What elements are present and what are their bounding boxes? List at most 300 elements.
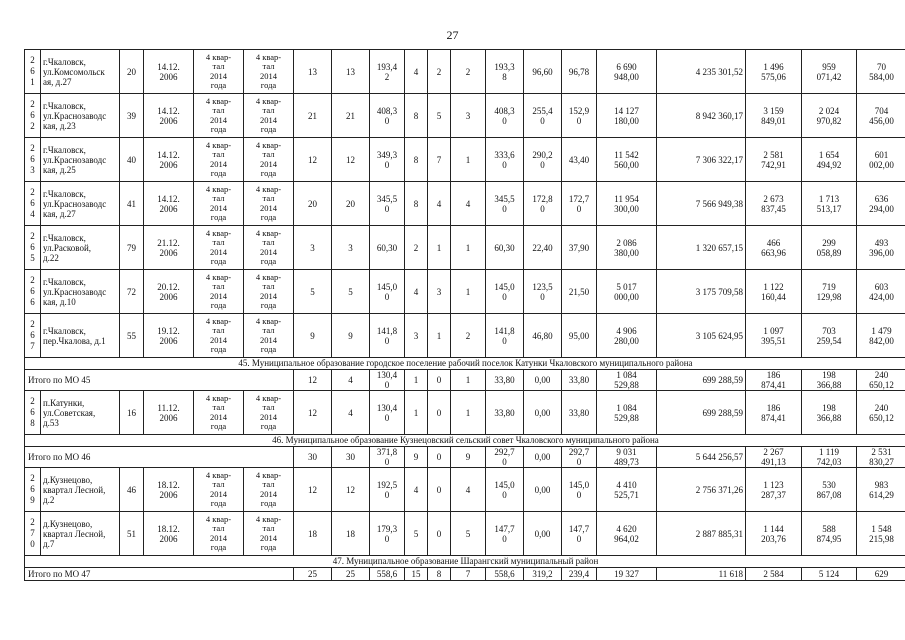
cell-line: 240 [874,402,889,413]
cell-line: 2014 [210,158,227,169]
cell-line: 5 644 256,57 [695,452,743,462]
cell-line: 2014 [260,114,277,125]
cell-line: 9 [30,495,35,505]
cell-line: 513,17 [816,203,842,214]
cell-line: года [260,343,277,354]
cell-line: кая, д.27 [43,208,76,219]
cell-line: 3 [348,242,353,253]
cell-line: ул.Краснозаводс [43,110,107,121]
cell-line: 000,00 [614,291,639,302]
cell-line: 0 [502,533,507,544]
value-c16 [657,50,746,94]
cell-line: 395,51 [761,335,786,346]
total-label [25,447,294,468]
cell-line: 6 [30,407,35,417]
cell-line: 41 [127,198,136,209]
cell-line: 2 [465,330,471,341]
cell-line: года [210,541,227,552]
cell-line: д.Кузнецово, [43,474,93,485]
cell-line: 2006 [159,291,178,302]
cell-line: 11 954 [614,193,639,204]
cell-line: 147,7 [568,523,590,534]
value-c13 [524,512,562,556]
cell-line: 6 [30,286,35,296]
cell-line: 6 [30,154,35,164]
value-c17 [746,94,802,138]
value-c7 [332,391,370,435]
value-c16 [657,138,746,182]
cell-line: 15 [411,569,421,579]
value-c14 [562,138,597,182]
value-c10 [428,50,451,94]
cell-line: кая, д.25 [43,164,76,175]
cell-line: 0 [540,203,545,214]
cell-line: 60,30 [376,242,398,253]
cell-line: 2 673 [763,193,784,204]
cell-line: Итого по МО 45 [28,375,91,385]
value-c6 [294,512,332,556]
cell-line: 1 [465,407,471,418]
value-c15 [597,447,657,468]
cell-line: 7 [30,528,35,538]
cell-line: 46,80 [532,330,553,341]
cell-line: д.22 [43,252,59,263]
value-c18 [802,568,857,581]
cell-line: 0 [502,457,507,467]
cell-line: 7 [436,154,442,165]
cell-line: 0 [540,291,545,302]
cell-line: 2 [30,55,35,65]
value-c15 [597,226,657,270]
cell-line: 96,78 [568,66,590,77]
section-title [25,435,905,447]
cell-line: 650,12 [869,412,894,423]
cell-line: года [210,497,227,508]
cell-line: 058,89 [816,247,842,258]
cell-line: 14.12. [157,149,180,160]
cell-line: 292,7 [494,447,515,457]
cell-line: 21 [346,110,355,121]
cell-line: 8 [413,198,419,209]
cell-line: 4 620 [616,523,637,534]
cell-line: тал [262,523,275,534]
cell-line: 2 [30,187,35,197]
value-c8 [370,468,405,512]
total-row [25,370,905,391]
value-c7 [332,370,370,391]
cell-line: 830,27 [869,457,894,467]
cell-line: года [260,255,277,266]
value-c11 [451,447,486,468]
cell-line: 215,98 [869,533,894,544]
cell-line: 529,88 [614,412,639,423]
cell-line: 40 [127,154,136,165]
cell-line: 2014 [260,202,277,213]
row-index [25,314,41,358]
cell-line: 4 квар- [255,95,282,106]
quarter-deadline [244,270,294,314]
cell-line: 2 887 885,31 [695,528,743,539]
quarter-planned [194,512,244,556]
cell-line: 186 [766,370,781,380]
year [120,50,144,94]
quarter-planned [194,138,244,182]
cell-line: ул.Комсомольск [43,66,105,77]
value-c13 [524,182,562,226]
cell-line: ая, д.27 [43,76,72,87]
cell-line: 12 [308,484,317,495]
row-index [25,468,41,512]
cell-line: 1 654 [818,149,840,160]
cell-line: года [210,343,227,354]
cell-line: 2014 [260,290,277,301]
cell-line: ул.Краснозаводс [43,198,107,209]
cell-line: 4 квар- [255,392,282,403]
cell-line: 70 [877,61,886,72]
value-c18 [802,391,857,435]
cell-line: 6 [30,242,35,252]
cell-line: 20 [346,198,355,209]
value-c8 [370,512,405,556]
cell-line: 5 [413,528,419,539]
cell-line: 2 [30,231,35,241]
cell-line: года [260,541,277,552]
cell-line: 287,37 [761,489,786,500]
cell-line: 584,00 [869,71,894,82]
cell-line: 2 [413,242,419,253]
value-c7 [332,314,370,358]
cell-line: 11 542 [614,149,639,160]
cell-line: 002,00 [869,159,894,170]
value-c8 [370,94,405,138]
cell-line: 198 [822,370,836,380]
date [144,94,194,138]
cell-line: 2014 [210,246,227,257]
cell-line: кая, д.10 [43,296,76,307]
value-c6 [294,94,332,138]
cell-line: 2 [30,319,35,329]
cell-line: 123,5 [532,281,553,292]
cell-line: 0 [384,203,390,214]
value-c8 [370,391,405,435]
cell-line: 380,00 [614,247,639,258]
cell-line: 4 квар- [205,271,232,282]
value-c11 [451,138,486,182]
value-c9 [405,138,428,182]
value-c14 [562,447,597,468]
value-c16 [657,391,746,435]
cell-line: 20 [308,198,317,209]
page-number: 27 [446,28,459,42]
year [120,314,144,358]
address [41,270,120,314]
cell-line: 0 [384,489,390,500]
cell-line: 18 [346,528,355,539]
year [120,391,144,435]
cell-line: 6 [30,484,35,494]
cell-line: 2006 [159,489,178,500]
year [120,138,144,182]
value-c15 [597,568,657,581]
value-c16 [657,182,746,226]
cell-line: 21 [308,110,317,121]
value-c19 [857,512,905,556]
cell-line: 2006 [159,159,178,170]
cell-line: года [260,211,277,222]
year [120,182,144,226]
cell-line: г.Чкаловск, [43,188,86,199]
cell-line: 0 [576,533,582,544]
cell-line: 96,60 [532,66,553,77]
cell-line: 0 [576,203,582,214]
value-c6 [294,391,332,435]
cell-line: 601 [874,149,889,160]
quarter-planned [194,468,244,512]
cell-line: 198 [822,402,836,413]
cell-line: 2014 [260,334,277,345]
cell-line: 9 [348,330,353,341]
cell-line: ул.Краснозаводс [43,286,107,297]
cell-line: 4 квар- [205,183,232,194]
value-c16 [657,468,746,512]
cell-line: 0 [384,412,390,423]
value-c8 [370,568,405,581]
cell-line: 867,08 [816,489,842,500]
value-c15 [597,370,657,391]
value-c10 [428,468,451,512]
cell-line: 3 [465,110,471,121]
cell-line: тал [262,325,275,336]
value-c14 [562,94,597,138]
value-c6 [294,370,332,391]
value-c10 [428,447,451,468]
cell-line: 172,7 [568,193,590,204]
housing-table [24,49,905,581]
quarter-deadline [244,314,294,358]
cell-line: 43,40 [568,154,590,165]
value-c11 [451,94,486,138]
cell-line: 4 [436,198,442,209]
cell-line: 849,01 [761,115,786,126]
value-c7 [332,568,370,581]
value-c13 [524,50,562,94]
cell-line: 1 479 [871,325,892,336]
cell-line: 456,00 [869,115,894,126]
cell-line: д.7 [43,538,55,549]
cell-line: тал [212,402,225,413]
quarter-deadline [244,391,294,435]
cell-line: 145,0 [568,479,590,490]
cell-line: 0 [576,115,582,126]
cell-line: года [260,497,277,508]
cell-line: 1 119 [819,447,839,457]
cell-line: 704 [874,105,889,116]
cell-line: 2 [384,71,390,82]
value-c16 [657,314,746,358]
cell-line: 79 [127,242,136,253]
value-c13 [524,391,562,435]
cell-line: 2006 [159,115,178,126]
value-c18 [802,226,857,270]
cell-line: 1 123 [763,479,784,490]
cell-line: 1 [465,154,471,165]
cell-line: 8 [502,71,507,82]
cell-line: 3 105 624,95 [695,330,743,341]
value-c7 [332,94,370,138]
cell-line: 145,0 [376,281,398,292]
cell-line: 371,8 [376,447,398,457]
date [144,182,194,226]
table-row [25,94,905,138]
value-c13 [524,94,562,138]
cell-line: 2 [30,143,35,153]
cell-line: 14.12. [157,193,180,204]
row-index [25,94,41,138]
cell-line: 4 квар- [205,227,232,238]
value-c16 [657,568,746,581]
cell-line: 9 [310,330,315,341]
cell-line: 300,00 [614,203,639,214]
row-index [25,50,41,94]
cell-line: 1 122 [763,281,784,292]
address [41,50,120,94]
cell-line: 145,0 [494,281,515,292]
value-c15 [597,391,657,435]
cell-line: 33,80 [568,407,590,418]
cell-line: 39 [127,110,136,121]
cell-line: 396,00 [869,247,894,258]
cell-line: 319,2 [532,569,553,579]
cell-line: тал [262,402,275,413]
value-c15 [597,94,657,138]
cell-line: 5 124 [818,569,840,579]
cell-line: Итого по МО 47 [28,569,91,579]
table-body [25,50,905,581]
cell-line: 19 327 [614,569,639,579]
cell-line: 2006 [159,412,178,423]
cell-line: 071,42 [816,71,842,82]
value-c16 [657,226,746,270]
cell-line: 14.12. [157,105,180,116]
year [120,512,144,556]
value-c12 [486,182,524,226]
year [120,226,144,270]
value-c16 [657,447,746,468]
value-c12 [486,138,524,182]
cell-line: 529,88 [614,380,639,390]
value-c19 [857,50,905,94]
value-c16 [657,270,746,314]
cell-line: пер.Чкалова, д.1 [43,335,106,346]
cell-line: 0 [540,115,545,126]
value-c10 [428,182,451,226]
value-c11 [451,50,486,94]
cell-line: 0 [502,489,507,500]
cell-line: 1 [413,407,419,418]
value-c15 [597,270,657,314]
cell-line: 141,8 [494,325,515,336]
cell-line: тал [262,105,275,116]
cell-line: 0 [30,539,35,549]
value-c10 [428,314,451,358]
value-c7 [332,50,370,94]
value-c17 [746,50,802,94]
table-row [25,314,905,358]
cell-line: 1 144 [763,523,784,534]
quarter-deadline [244,468,294,512]
cell-line: 333,6 [494,149,515,160]
cell-line: 4 [30,209,35,219]
cell-line: тал [262,237,275,248]
quarter-planned [194,182,244,226]
address [41,468,120,512]
value-c10 [428,391,451,435]
cell-line: 11 618 [718,569,743,579]
cell-line: 2 581 [763,149,784,160]
value-c6 [294,447,332,468]
year [120,270,144,314]
value-c14 [562,50,597,94]
cell-line: 2 [30,121,35,131]
value-c11 [451,226,486,270]
cell-line: 239,4 [568,569,590,579]
cell-line: 837,45 [761,203,786,214]
date [144,314,194,358]
value-c9 [405,370,428,391]
cell-line: 1 084 [616,402,637,413]
cell-line: 6 [30,297,35,307]
value-c16 [657,370,746,391]
table-row [25,182,905,226]
value-c18 [802,50,857,94]
cell-line: 130,4 [376,370,398,380]
cell-line: 0 [502,291,507,302]
cell-line: 299 [822,237,836,248]
cell-line: 2014 [260,158,277,169]
cell-line: 6 [30,330,35,340]
cell-line: 2014 [260,532,277,543]
cell-line: года [210,123,227,134]
cell-line: 2006 [159,203,178,214]
cell-line: 16 [127,407,136,418]
cell-line: 4 квар- [205,315,232,326]
cell-line: 2 267 [763,447,784,457]
value-c12 [486,94,524,138]
cell-line: 2 [30,473,35,483]
value-c17 [746,468,802,512]
cell-line: тал [212,237,225,248]
cell-line: 147,7 [494,523,515,534]
table-row [25,226,905,270]
row-index [25,226,41,270]
value-c8 [370,182,405,226]
cell-line: 0 [384,115,390,126]
cell-line: 2014 [260,411,277,422]
value-c11 [451,512,486,556]
cell-line: 0 [576,489,582,500]
cell-line: 294,00 [869,203,894,214]
address [41,138,120,182]
value-c6 [294,568,332,581]
value-c10 [428,370,451,391]
cell-line: 4 квар- [205,392,232,403]
cell-line: 493 [874,237,889,248]
cell-line: д.2 [43,494,55,505]
cell-line: 2014 [210,114,227,125]
cell-line: 141,8 [376,325,398,336]
cell-line: 4 [465,198,471,209]
table-row [25,391,905,435]
